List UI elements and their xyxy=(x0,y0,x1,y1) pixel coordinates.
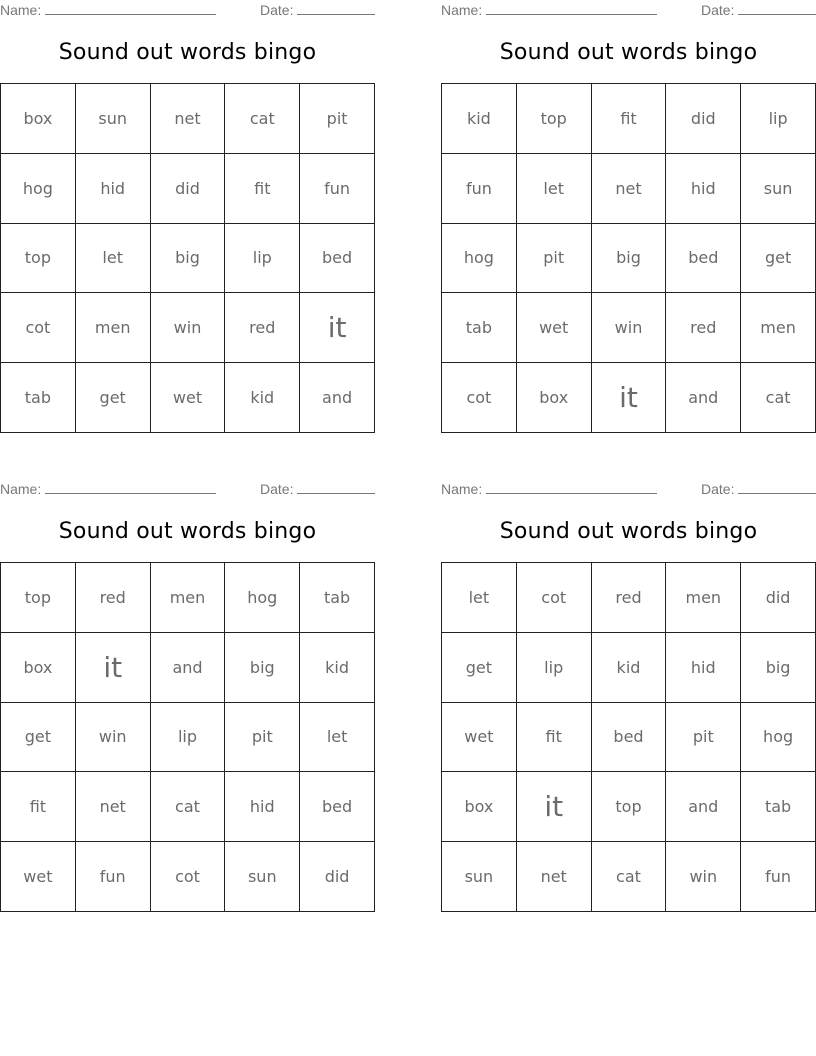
date-label: Date: xyxy=(260,2,294,18)
bingo-cell[interactable]: kid xyxy=(300,633,375,703)
bingo-cell[interactable]: pit xyxy=(666,703,741,773)
bingo-cell[interactable]: cat xyxy=(151,772,226,842)
bingo-cell[interactable]: fit xyxy=(1,772,76,842)
bingo-cell[interactable]: let xyxy=(300,703,375,773)
bingo-cell[interactable]: bed xyxy=(300,772,375,842)
date-label: Date: xyxy=(701,2,735,18)
date-blank-line[interactable] xyxy=(297,481,375,494)
bingo-cell[interactable]: big xyxy=(225,633,300,703)
bingo-card xyxy=(441,479,816,914)
bingo-cell[interactable]: big xyxy=(741,633,816,703)
bingo-cell[interactable]: and xyxy=(666,363,741,433)
name-blank-line[interactable] xyxy=(45,2,216,15)
bingo-cell[interactable]: red xyxy=(666,293,741,363)
bingo-cell[interactable]: fun xyxy=(741,842,816,912)
bingo-cell[interactable]: wet xyxy=(442,703,517,773)
bingo-cell[interactable]: cot xyxy=(1,293,76,363)
bingo-cell[interactable]: win xyxy=(592,293,667,363)
bingo-cell[interactable]: did xyxy=(151,154,226,224)
bingo-cell[interactable]: hog xyxy=(442,224,517,294)
bingo-cell[interactable]: lip xyxy=(517,633,592,703)
bingo-cell[interactable]: lip xyxy=(225,224,300,294)
bingo-cell[interactable]: lip xyxy=(151,703,226,773)
card-title: Sound out words bingo xyxy=(58,40,317,65)
bingo-cell[interactable]: sun xyxy=(76,84,151,154)
bingo-card xyxy=(441,0,816,435)
bingo-cell[interactable]: men xyxy=(76,293,151,363)
bingo-cell[interactable]: kid xyxy=(225,363,300,433)
bingo-cell[interactable]: hid xyxy=(666,154,741,224)
bingo-center-cell[interactable]: it xyxy=(76,633,151,703)
bingo-cell[interactable]: let xyxy=(517,154,592,224)
bingo-cell[interactable]: box xyxy=(442,772,517,842)
bingo-cell[interactable]: bed xyxy=(592,703,667,773)
bingo-cell[interactable]: pit xyxy=(517,224,592,294)
bingo-cell[interactable]: red xyxy=(225,293,300,363)
bingo-cell[interactable]: sun xyxy=(225,842,300,912)
date-blank-line[interactable] xyxy=(738,2,816,15)
bingo-cell[interactable]: let xyxy=(76,224,151,294)
bingo-center-cell[interactable]: it xyxy=(517,772,592,842)
bingo-cell[interactable]: hid xyxy=(76,154,151,224)
bingo-cell[interactable]: top xyxy=(1,224,76,294)
bingo-cell[interactable]: top xyxy=(592,772,667,842)
bingo-cell[interactable]: and xyxy=(300,363,375,433)
bingo-grid xyxy=(0,562,375,912)
name-field[interactable] xyxy=(0,481,216,497)
bingo-cell[interactable]: fit xyxy=(592,84,667,154)
bingo-cell[interactable]: cot xyxy=(151,842,226,912)
bingo-cell[interactable]: tab xyxy=(442,293,517,363)
bingo-cell[interactable]: big xyxy=(151,224,226,294)
date-field[interactable] xyxy=(701,481,816,497)
bingo-cell[interactable]: hog xyxy=(741,703,816,773)
bingo-cell[interactable]: fun xyxy=(76,842,151,912)
bingo-cell[interactable]: wet xyxy=(517,293,592,363)
bingo-cell[interactable]: hid xyxy=(666,633,741,703)
name-field[interactable] xyxy=(441,2,657,18)
bingo-cell[interactable]: red xyxy=(592,563,667,633)
bingo-grid xyxy=(0,83,375,433)
card-title: Sound out words bingo xyxy=(499,519,758,544)
name-date-line xyxy=(441,2,816,20)
bingo-center-cell[interactable]: it xyxy=(592,363,667,433)
bingo-cell[interactable]: hid xyxy=(225,772,300,842)
bingo-grid xyxy=(441,83,816,433)
bingo-cell[interactable]: cat xyxy=(592,842,667,912)
bingo-cell[interactable]: fit xyxy=(517,703,592,773)
bingo-cell[interactable]: box xyxy=(1,84,76,154)
bingo-cell[interactable]: wet xyxy=(1,842,76,912)
bingo-cell[interactable]: did xyxy=(666,84,741,154)
bingo-cell[interactable]: men xyxy=(741,293,816,363)
bingo-cell[interactable]: win xyxy=(151,293,226,363)
bingo-cell[interactable]: bed xyxy=(666,224,741,294)
name-label: Name: xyxy=(441,2,483,18)
card-title: Sound out words bingo xyxy=(499,40,758,65)
card-title: Sound out words bingo xyxy=(58,519,317,544)
name-field[interactable] xyxy=(441,481,657,497)
bingo-cell[interactable]: did xyxy=(300,842,375,912)
bingo-cell[interactable]: get xyxy=(76,363,151,433)
bingo-grid xyxy=(441,562,816,912)
date-label: Date: xyxy=(701,481,735,497)
bingo-cell[interactable]: top xyxy=(517,84,592,154)
bingo-cell[interactable]: hog xyxy=(1,154,76,224)
bingo-cell[interactable]: get xyxy=(741,224,816,294)
name-date-line xyxy=(0,2,375,20)
bingo-cell[interactable]: kid xyxy=(592,633,667,703)
bingo-cell[interactable]: tab xyxy=(741,772,816,842)
bingo-cell[interactable]: sun xyxy=(442,842,517,912)
name-date-line xyxy=(441,481,816,499)
bingo-cell[interactable]: kid xyxy=(442,84,517,154)
bingo-cell[interactable]: hog xyxy=(225,563,300,633)
bingo-cell[interactable]: pit xyxy=(300,84,375,154)
date-field[interactable] xyxy=(260,2,375,18)
bingo-card xyxy=(0,479,375,914)
bingo-cell[interactable]: net xyxy=(76,772,151,842)
name-label: Name: xyxy=(0,2,42,18)
bingo-cell[interactable]: fit xyxy=(225,154,300,224)
bingo-cell[interactable]: big xyxy=(592,224,667,294)
name-date-line xyxy=(0,481,375,499)
bingo-cell[interactable]: cat xyxy=(741,363,816,433)
bingo-cell[interactable]: men xyxy=(666,563,741,633)
bingo-cell[interactable]: cat xyxy=(225,84,300,154)
bingo-cell[interactable]: men xyxy=(151,563,226,633)
bingo-cell[interactable]: red xyxy=(76,563,151,633)
bingo-cell[interactable]: tab xyxy=(1,363,76,433)
bingo-cell[interactable]: sun xyxy=(741,154,816,224)
bingo-cell[interactable]: cot xyxy=(517,563,592,633)
bingo-cell[interactable]: get xyxy=(442,633,517,703)
bingo-cell[interactable]: net xyxy=(517,842,592,912)
bingo-cell[interactable]: wet xyxy=(151,363,226,433)
bingo-cell[interactable]: net xyxy=(151,84,226,154)
bingo-cell[interactable]: top xyxy=(1,563,76,633)
date-field[interactable] xyxy=(260,481,375,497)
bingo-cell[interactable]: tab xyxy=(300,563,375,633)
bingo-cell[interactable]: did xyxy=(741,563,816,633)
bingo-card xyxy=(0,0,375,435)
bingo-cell[interactable]: let xyxy=(442,563,517,633)
bingo-cell[interactable]: net xyxy=(592,154,667,224)
bingo-cell[interactable]: lip xyxy=(741,84,816,154)
name-field[interactable] xyxy=(0,2,216,18)
name-blank-line[interactable] xyxy=(45,481,216,494)
bingo-cell[interactable]: win xyxy=(76,703,151,773)
date-field[interactable] xyxy=(701,2,816,18)
bingo-cell[interactable]: get xyxy=(1,703,76,773)
bingo-cell[interactable]: pit xyxy=(225,703,300,773)
name-blank-line[interactable] xyxy=(486,2,657,15)
date-blank-line[interactable] xyxy=(297,2,375,15)
name-blank-line[interactable] xyxy=(486,481,657,494)
bingo-cell[interactable]: box xyxy=(517,363,592,433)
bingo-cell[interactable]: bed xyxy=(300,224,375,294)
bingo-cell[interactable]: fun xyxy=(300,154,375,224)
bingo-cell[interactable]: and xyxy=(666,772,741,842)
bingo-cell[interactable]: box xyxy=(1,633,76,703)
bingo-cell[interactable]: cot xyxy=(442,363,517,433)
bingo-cell[interactable]: fun xyxy=(442,154,517,224)
name-label: Name: xyxy=(441,481,483,497)
date-label: Date: xyxy=(260,481,294,497)
date-blank-line[interactable] xyxy=(738,481,816,494)
bingo-center-cell[interactable]: it xyxy=(300,293,375,363)
bingo-cell[interactable]: win xyxy=(666,842,741,912)
bingo-cell[interactable]: and xyxy=(151,633,226,703)
name-label: Name: xyxy=(0,481,42,497)
